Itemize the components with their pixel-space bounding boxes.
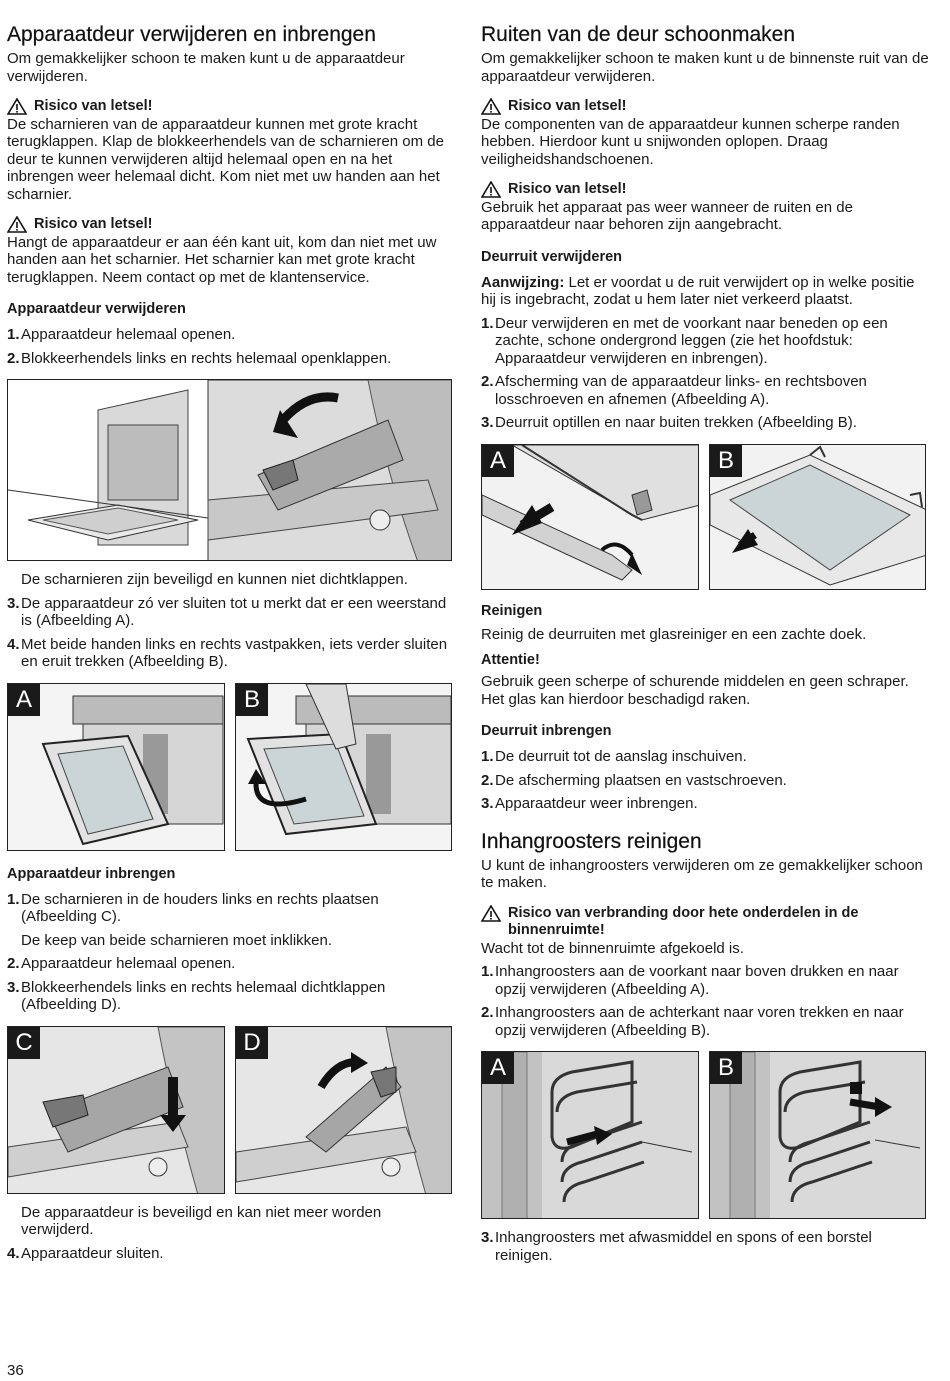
intro-text: Om gemakkelijker schoon te maken kunt u de apparaatdeur verwijderen. [7,50,405,85]
subheading-insert-glass: Deurruit inbrengen [481,723,612,739]
hint-text: Aanwijzing: Let er voordat u de ruit verwijdert op in welke positie hij is ingebracht, zodat u hem later niet verkeerd plaatst. [481,273,915,308]
list-item: 3. De apparaatdeur zó ver sluiten tot u merkt dat er een weerstand is (Afbeelding A). [7,594,447,629]
list-item: 1. Deur verwijderen en met de voorkant naar beneden op een zachte, schone ondergrond leggen (zie het hoofdstuk: Apparaatdeur verwijderen en inbrengen). [481,314,888,367]
section-title-door: Apparaatdeur verwijderen en inbrengen [7,23,376,46]
figure-label: A [8,684,40,716]
list-item: 2. De afscherming plaatsen en vastschroeven. [481,771,787,789]
note-text: De scharnieren zijn beveiligd en kunnen niet dichtklappen. [21,571,408,588]
figure-glass-b [709,444,926,590]
warning-icon [481,905,501,922]
list-item: 3. Inhangroosters met afwasmiddel en spons of een borstel reinigen. [481,1229,872,1264]
steps-list [481,963,931,1039]
figure-row-cd [7,1026,452,1194]
warning-icon [7,216,27,233]
clean-text: Reinig de deurruiten met glasreiniger en een zachte doek. [481,625,867,643]
steps-list [481,1229,931,1264]
steps-list [481,748,931,813]
warning-heading: Risico van letsel! [481,181,931,199]
list-item: 1. De deurruit tot de aanslag inschuiven. [481,748,747,765]
note-text: De keep van beide scharnieren moet inklikken. [21,931,333,949]
warning-text: Wacht tot de binnenruimte afgekoeld is. [481,939,744,957]
figure-row-glass [481,444,931,590]
figure-c [7,1026,225,1194]
warning-icon [481,98,501,115]
figure-label: B [710,445,742,477]
list-item: 2. Afscherming van de apparaatdeur links- en rechtsboven losschroeven en afnemen (Afbeelding A). [481,373,867,408]
list-item: 1. Inhangroosters aan de voorkant naar boven drukken en naar opzij verwijderen (Afbeelding A). [481,963,899,998]
steps-list [7,955,452,1014]
warning-text: Gebruik het apparaat pas weer wanneer de ruiten en de apparaatdeur naar behoren zijn aangebracht. [481,198,853,233]
subheading-remove-door: Apparaatdeur verwijderen [7,301,186,317]
list-item: 1. De scharnieren in de houders links en rechts plaatsen (Afbeelding C). [7,890,379,925]
figure-label: A [482,1052,514,1084]
figure-glass-a [481,444,699,590]
figure-a [7,683,225,851]
steps-list [481,315,931,432]
figure-label: B [710,1052,742,1084]
figure-d [235,1026,452,1194]
warning-heading: Risico van letsel! [7,98,452,116]
section-title-racks: Inhangroosters reinigen [481,829,702,853]
warning-text: De componenten van de apparaatdeur kunnen scherpe randen hebben. Hierdoor kunt u snijwonden oplopen. Draag veiligheidshandschoenen. [481,115,900,168]
warning-heading: Risico van letsel! [481,98,931,116]
figure-b [235,683,452,851]
list-item: 2. Inhangroosters aan de achterkant naar voren trekken en naar opzij verwijderen (Afbeelding B). [481,1004,904,1039]
subheading-remove-glass: Deurruit verwijderen [481,248,623,265]
list-item: 3. Deurruit optillen en naar buiten trekken (Afbeelding B). [481,414,857,431]
figure-rack-a [481,1051,699,1219]
figure-label: C [8,1027,40,1059]
subheading-attention: Attentie! [481,652,540,668]
list-item: 2. Apparaatdeur helemaal openen. [7,955,236,972]
warning-icon [481,181,501,198]
section-title-glass: Ruiten van de deur schoonmaken [481,23,796,46]
list-item: 1. Apparaatdeur helemaal openen. [7,326,236,343]
intro-text: U kunt de inhangroosters verwijderen om ze gemakkelijker schoon te maken. [481,856,923,891]
list-item: 3. Apparaatdeur weer inbrengen. [481,795,698,812]
note-text: De apparaatdeur is beveiligd en kan niet meer worden verwijderd. [21,1203,382,1238]
subheading-clean: Reinigen [481,602,543,619]
figure-label: A [482,445,514,477]
warning-text: De scharnieren van de apparaatdeur kunnen met grote kracht terugklappen. Klap de blokkeerhendels van de scharnieren om de deur te kunnen verwijderen altijd helemaal open en na het inbrengen weer helemaal dicht. Kom niet met uw handen aan het scharnier. [7,115,444,203]
warning-heading: Risico van letsel! [7,216,452,234]
steps-list [7,1245,452,1263]
list-item: 3. Blokkeerhendels links en rechts helemaal dichtklappen (Afbeelding D). [7,978,386,1013]
figure-row-ab [7,683,452,851]
warning-text: Hangt de apparaatdeur er aan één kant uit, kom dan niet met uw handen aan het scharnier. Het scharnier kan met grote kracht terugklappen. Neem contact op met de klantenservice. [7,233,437,286]
figure-rack-b [709,1051,926,1219]
left-column [7,22,452,1262]
steps-list [7,326,452,367]
intro-text: Om gemakkelijker schoon te maken kunt u de binnenste ruit van de apparaatdeur verwijderen. [481,50,929,85]
subheading-insert-door: Apparaatdeur inbrengen [7,865,176,882]
warning-heading: Risico van verbranding door hete onderdelen in de binnenruimte! [481,905,931,940]
steps-list [7,595,452,671]
list-item: 2. Blokkeerhendels links en rechts helemaal openklappen. [7,349,392,367]
steps-list [7,891,452,926]
list-item: 4. Met beide handen links en rechts vastpakken, iets verder sluiten en eruit trekken (Afbeelding B). [7,635,448,670]
attention-text: Gebruik geen scherpe of schurende middelen en geen schraper. Het glas kan hierdoor beschadigd raken. [481,673,909,708]
figure-label: D [236,1027,268,1059]
figure-hinge-open [7,379,452,561]
figure-row-racks [481,1051,931,1219]
warning-icon [7,98,27,115]
right-column [481,22,931,1264]
list-item: 4. Apparaatdeur sluiten. [7,1244,164,1262]
figure-label: B [236,684,268,716]
page-number: 36 [7,1362,24,1379]
